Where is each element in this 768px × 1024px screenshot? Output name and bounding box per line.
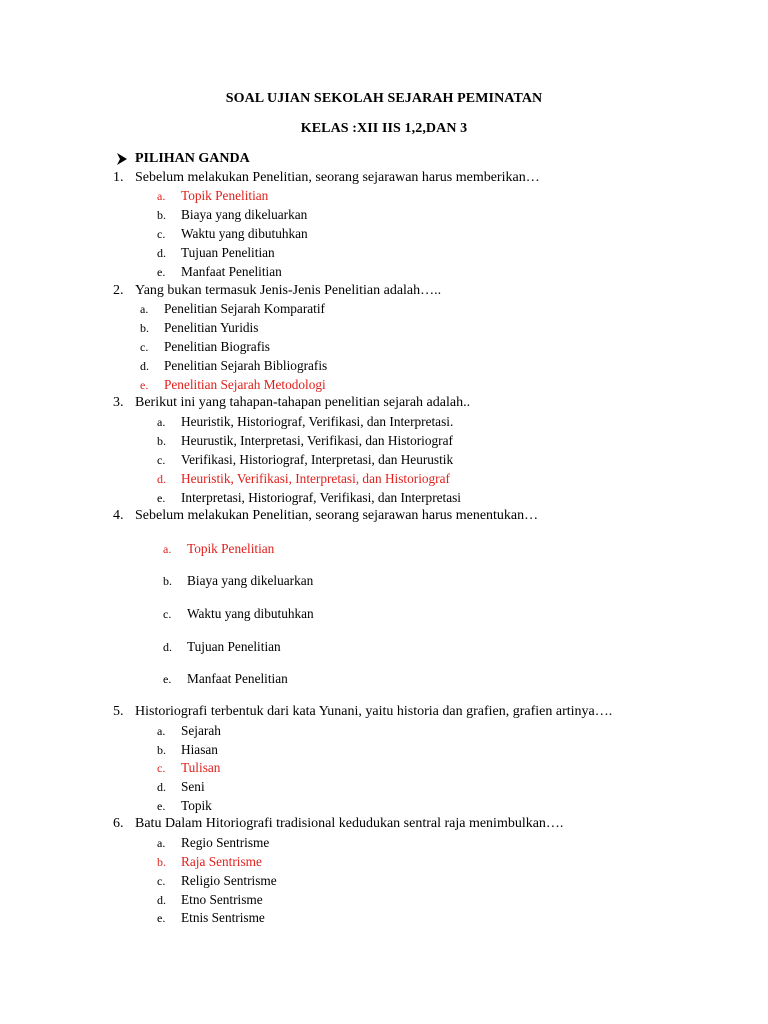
section-label: PILIHAN GANDA	[135, 151, 250, 166]
answer-option	[163, 639, 281, 655]
question-1	[113, 170, 540, 186]
question-number: 4.	[113, 508, 124, 523]
answer-option	[157, 245, 275, 261]
answer-option	[157, 779, 205, 795]
question-text: Yang bukan termasuk Jenis-Jenis Penelitian adalah…..	[135, 283, 442, 298]
option-text: Tulisan	[181, 760, 221, 775]
option-text: Seni	[181, 779, 205, 794]
option-letter: d.	[157, 780, 166, 794]
option-letter: e.	[157, 911, 166, 925]
option-letter: e.	[157, 491, 166, 505]
option-text: Hiasan	[181, 742, 218, 757]
option-letter: a.	[157, 836, 166, 850]
option-text: Heurustik, Interpretasi, Verifikasi, dan Historiograf	[181, 433, 453, 448]
option-letter: c.	[157, 227, 166, 241]
option-letter: a.	[157, 724, 166, 738]
option-letter: b.	[157, 434, 166, 448]
option-text: Manfaat Penelitian	[181, 264, 282, 279]
option-text: Etno Sentrisme	[181, 892, 263, 907]
option-text: Topik Penelitian	[187, 541, 275, 556]
option-letter: b.	[157, 855, 166, 869]
answer-option	[157, 798, 212, 814]
question-number: 5.	[113, 704, 124, 719]
option-letter: c.	[157, 453, 166, 467]
option-text: Etnis Sentrisme	[181, 910, 265, 925]
option-letter: d.	[157, 472, 166, 486]
option-letter: c.	[163, 607, 172, 621]
answer-option-correct	[157, 471, 450, 487]
answer-option	[157, 264, 282, 280]
option-letter: e.	[157, 799, 166, 813]
option-letter: a.	[163, 542, 172, 556]
option-text: Topik	[181, 798, 212, 813]
answer-option	[157, 226, 308, 242]
answer-option	[163, 606, 314, 622]
option-letter: a.	[140, 302, 149, 316]
question-4	[113, 508, 538, 524]
option-letter: b.	[157, 208, 166, 222]
option-text: Heuristik, Verifikasi, Interpretasi, dan Historiograf	[181, 471, 450, 486]
question-3	[113, 395, 470, 411]
answer-option	[140, 339, 270, 355]
option-text: Waktu yang dibutuhkan	[187, 606, 314, 621]
answer-option-correct	[157, 188, 268, 204]
answer-option	[163, 573, 313, 589]
option-text: Penelitian Yuridis	[164, 320, 259, 335]
option-letter: d.	[157, 893, 166, 907]
question-text: Sebelum melakukan Penelitian, seorang sejarawan harus memberikan…	[135, 170, 540, 185]
answer-option-correct	[163, 541, 274, 557]
answer-option	[157, 207, 307, 223]
question-2	[113, 283, 441, 299]
option-text: Tujuan Penelitian	[181, 245, 275, 260]
option-text: Biaya yang dikeluarkan	[187, 573, 314, 588]
question-5	[113, 704, 612, 720]
option-text: Regio Sentrisme	[181, 835, 270, 850]
option-text: Penelitian Biografis	[164, 339, 270, 354]
option-letter: b.	[157, 743, 166, 757]
option-text: Penelitian Sejarah Komparatif	[164, 301, 325, 316]
question-number: 6.	[113, 816, 124, 831]
option-text: Tujuan Penelitian	[187, 639, 281, 654]
option-letter: e.	[140, 378, 149, 392]
answer-option	[157, 414, 453, 430]
option-text: Heuristik, Historiograf, Verifikasi, dan Interpretasi.	[181, 414, 454, 429]
option-letter: e.	[157, 265, 166, 279]
option-letter: e.	[163, 672, 172, 686]
question-text: Sebelum melakukan Penelitian, seorang sejarawan harus menentukan…	[135, 508, 539, 523]
question-number: 2.	[113, 283, 124, 298]
question-text: Berikut ini yang tahapan-tahapan penelitian sejarah adalah..	[135, 395, 471, 410]
answer-option-correct	[157, 854, 262, 870]
option-letter: d.	[163, 640, 172, 654]
answer-option	[157, 892, 263, 908]
answer-option	[163, 671, 288, 687]
arrow-bullet-icon	[115, 152, 129, 166]
option-letter: b.	[140, 321, 149, 335]
answer-option	[157, 742, 218, 758]
section-heading	[115, 151, 250, 167]
option-text: Penelitian Sejarah Bibliografis	[164, 358, 328, 373]
question-number: 1.	[113, 170, 124, 185]
option-letter: c.	[157, 874, 166, 888]
answer-option	[157, 723, 221, 739]
document-title: SOAL UJIAN SEKOLAH SEJARAH PEMINATAN	[225, 91, 543, 106]
option-text: Religio Sentrisme	[181, 873, 277, 888]
option-text: Manfaat Penelitian	[187, 671, 288, 686]
answer-option	[157, 490, 461, 506]
option-text: Waktu yang dibutuhkan	[181, 226, 308, 241]
question-6	[113, 816, 563, 832]
option-letter: c.	[140, 340, 149, 354]
option-text: Topik Penelitian	[181, 188, 269, 203]
answer-option	[157, 433, 453, 449]
question-text: Batu Dalam Hitoriografi tradisional kedudukan sentral raja menimbulkan….	[135, 816, 564, 831]
option-text: Verifikasi, Historiograf, Interpretasi, dan Heurustik	[181, 452, 454, 467]
option-letter: b.	[163, 574, 172, 588]
option-letter: d.	[157, 246, 166, 260]
answer-option	[157, 873, 277, 889]
question-text: Historiografi terbentuk dari kata Yunani, yaitu historia dan grafien, grafien artinya….	[135, 704, 613, 719]
answer-option	[140, 301, 325, 317]
option-text: Raja Sentrisme	[181, 854, 262, 869]
answer-option	[140, 320, 258, 336]
option-letter: d.	[140, 359, 149, 373]
option-letter: a.	[157, 189, 166, 203]
class-subtitle: KELAS :XII IIS 1,2,DAN 3	[300, 121, 468, 136]
question-number: 3.	[113, 395, 124, 410]
option-text: Interpretasi, Historiograf, Verifikasi, dan Interpretasi	[181, 490, 462, 505]
answer-option	[140, 358, 327, 374]
option-text: Biaya yang dikeluarkan	[181, 207, 308, 222]
answer-option-correct	[157, 760, 220, 776]
option-letter: c.	[157, 761, 166, 775]
option-letter: a.	[157, 415, 166, 429]
answer-option	[157, 452, 453, 468]
option-text: Penelitian Sejarah Metodologi	[164, 377, 326, 392]
answer-option	[157, 910, 265, 926]
option-text: Sejarah	[181, 723, 221, 738]
answer-option	[157, 835, 269, 851]
answer-option-correct	[140, 377, 326, 393]
